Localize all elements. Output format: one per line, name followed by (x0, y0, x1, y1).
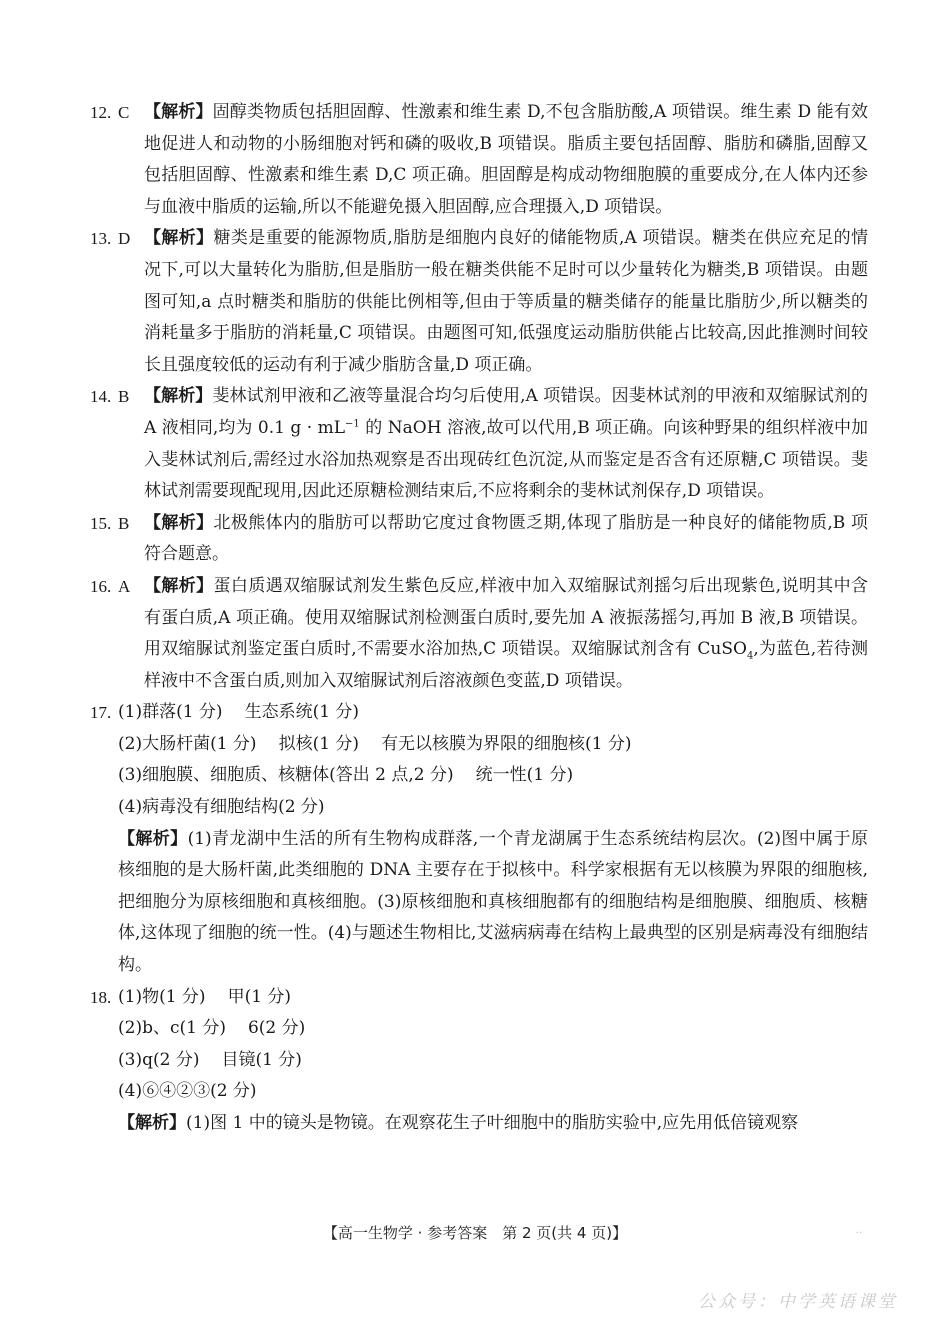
watermark: 公众号：中学英语课堂 (698, 1292, 898, 1312)
sub-answer: (3)细胞膜、细胞质、核糖体(答出 2 点,2 分) (118, 765, 454, 786)
analysis-text: 糖类是重要的能源物质,脂肪是细胞内良好的储能物质,A 项错误。糖类在供应充足的情况下,可以大量转化为脂肪,但是脂肪一般在糖类供能不足时可以少量转化为糖类,B 项错误。由题图可知,a 点时糖类和脂肪的供能比例相等,但由于等质量的糖类储存的能量比脂肪少,所以糖类的消耗量多于脂肪的消耗量,C 项错误。由题图可知,低强度运动脂肪供能占比较高,因此推测时间较长且强度较低的运动有利于减少脂肪含量,D 项正确。 (144, 228, 868, 375)
analysis-text: 斐林试剂甲液和乙液等量混合均匀后使用,A 项错误。因斐林试剂的甲液和双缩脲试剂的 A 液相同,均为 0.1 g · mL (144, 386, 868, 438)
analysis-tag: 【解析】 (144, 102, 213, 122)
analysis-text: 固醇类物质包括胆固醇、性激素和维生素 D,不包含脂肪酸,A 项错误。维生素 D 能有效地促进人和动物的小肠细胞对钙和磷的吸收,B 项错误。脂质主要包括固醇、脂肪和磷脂,固醇又包括胆固醇、性激素和维生素 D,C 项正确。胆固醇是构成动物细胞膜的重要成分,在人体内还参与血液中脂质的运输,所以不能避免摄入胆固醇,应合理摄入,D 项错误。 (144, 102, 869, 217)
answer-17 (90, 697, 868, 981)
answer-18 (90, 982, 868, 1140)
sub-answer: 6(2 分) (247, 1018, 306, 1039)
question-number: 17. (90, 703, 112, 723)
explanation (90, 824, 868, 982)
sub-answer: 生态系统(1 分) (244, 702, 360, 723)
analysis-text: 蛋白质遇双缩脲试剂发生紫色反应,样液中加入双缩脲试剂摇匀后出现紫色,说明其中含有蛋白质,A 项正确。使用双缩脲试剂检测蛋白质时,要先加 A 液振荡摇匀,再加 B 液,B 项错误。用双缩脲试剂鉴定蛋白质时,不需要水浴加热,C 项错误。双缩脲试剂含有 CuSO (144, 575, 868, 660)
answer-letter: D (118, 229, 131, 249)
question-number: 12. (90, 103, 112, 122)
sub-answer: (2)b、c(1 分) (118, 1018, 226, 1039)
sub-answer: 目镜(1 分) (221, 1049, 302, 1070)
answer-letter: C (118, 103, 130, 122)
answer-letter: B (118, 387, 130, 407)
question-number: 13. (90, 229, 112, 249)
analysis-tag: 【解析】 (144, 575, 214, 596)
analysis-text: 北极熊体内的脂肪可以帮助它度过食物匮乏期,体现了脂肪是一种良好的储能物质,B 项符合题意。 (144, 512, 869, 565)
scan-dots: ·· (855, 1228, 862, 1239)
analysis-text-cont: 的 NaOH 溶液,故可以代用,B 项正确。向该种野果的组织样液中加入斐林试剂后,需经过水浴加热观察是否出现砖红色沉淀,从而鉴定是否含有还原糖,C 项错误。斐林试剂需要现配现用,因此还原糖检测结束后,不应将剩余的斐林试剂保存,D 项错误。 (144, 417, 868, 502)
sub-answer: (1)群落(1 分) (118, 702, 223, 723)
analysis-tag: 【解析】 (118, 1113, 186, 1133)
sub-answer: 甲(1 分) (227, 986, 292, 1007)
analysis-tag: 【解析】 (144, 386, 213, 407)
subscript: 4 (746, 650, 754, 662)
answer-16 (90, 571, 868, 697)
sub-answer-line (90, 729, 868, 761)
sub-answer: (1)物(1 分) (118, 986, 206, 1007)
answer-letter: A (118, 576, 131, 596)
question-number: 14. (90, 387, 112, 407)
sub-answer-line (90, 1045, 868, 1077)
question-number: 18. (90, 987, 112, 1007)
page-footer: 【高一生物学 · 参考答案 第 2 页(共 4 页)】 (322, 1224, 628, 1242)
sub-answer: 统一性(1 分) (475, 765, 574, 786)
answer-letter: B (118, 513, 130, 533)
analysis-tag: 【解析】 (118, 828, 188, 849)
analysis-tag: 【解析】 (144, 512, 214, 533)
analysis-text: (1)青龙湖中生活的所有生物构成群落,一个青龙湖属于生态系统结构层次。(2)图中属于原核细胞的是大肠杆菌,此类细胞的 DNA 主要存在于拟核中。科学家根据有无以核膜为界限的细胞核,把细胞分为原核细胞和真核细胞。(3)原核细胞和真核细胞都有的细胞结构是细胞膜、细胞质、核糖体,这体现了细胞的统一性。(4)与题述生物相比,艾滋病病毒在结构上最典型的区别是病毒没有细胞结构。 (118, 828, 868, 976)
question-number: 15. (90, 513, 112, 533)
sub-answer: 有无以核膜为界限的细胞核(1 分) (381, 733, 632, 754)
analysis-text-cont: ,为蓝色,若待测样液中不含蛋白质,则加入双缩脲试剂后溶液颜色变蓝,D 项错误。 (144, 639, 868, 691)
question-number: 16. (90, 576, 112, 596)
sub-answer: (4)病毒没有细胞结构(2 分) (118, 797, 325, 818)
answer-page (90, 97, 868, 1140)
sub-answer-line (90, 760, 868, 792)
sub-answer: 拟核(1 分) (278, 733, 360, 754)
answer-15 (90, 508, 868, 571)
answer-12 (90, 97, 868, 223)
sub-answer: (2)大肠杆菌(1 分) (118, 733, 257, 754)
sub-answer: (3)q(2 分) (118, 1049, 200, 1070)
answer-14 (90, 381, 868, 507)
explanation (90, 1108, 868, 1140)
answer-13 (90, 223, 868, 381)
analysis-tag: 【解析】 (144, 228, 214, 249)
sub-answer-line (90, 1076, 868, 1108)
sub-answer-line (90, 792, 868, 824)
sub-answer: (4)⑥④②③(2 分) (118, 1081, 257, 1102)
analysis-text: (1)图 1 中的镜头是物镜。在观察花生子叶细胞中的脂肪实验中,应先用低倍镜观察 (186, 1113, 799, 1133)
sub-answer-line (90, 1013, 868, 1045)
superscript: −1 (345, 418, 360, 430)
